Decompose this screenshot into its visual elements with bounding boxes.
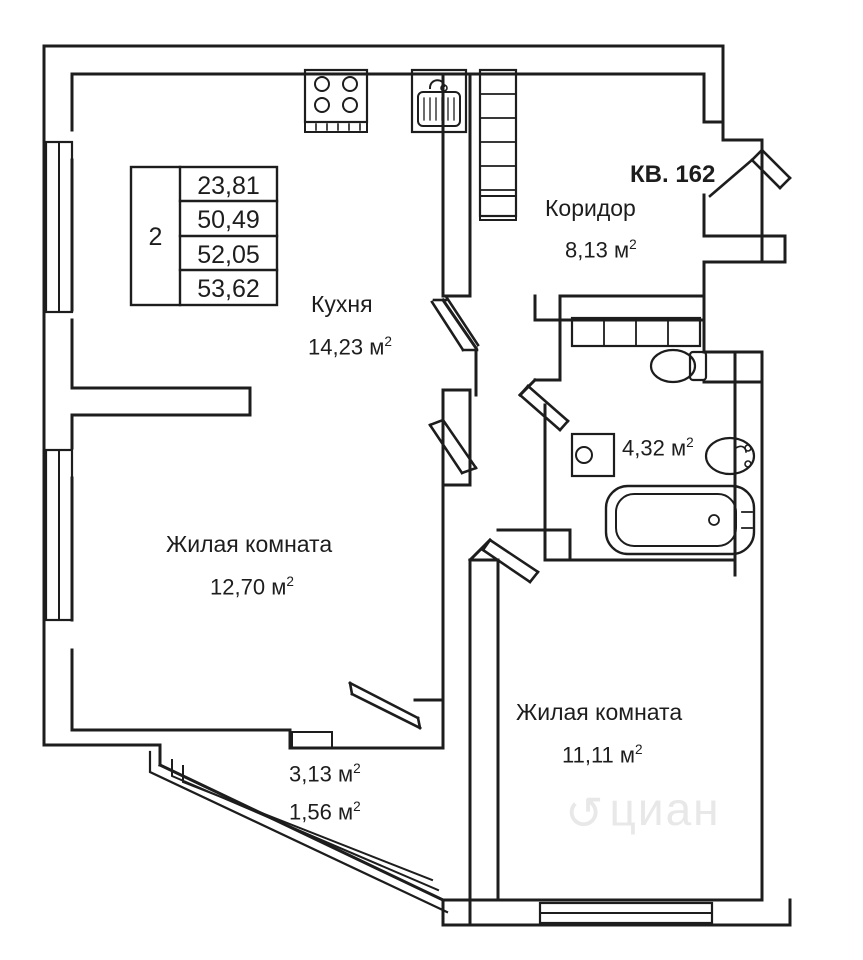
room-area-balcony-a — [289, 762, 361, 786]
room-area-living-2 — [562, 743, 643, 767]
room-label-corridor: Коридор — [545, 195, 636, 221]
room-area-sup-living-1: 2 — [286, 574, 294, 589]
flat-number-label: КВ. 162 — [630, 161, 716, 188]
room-area-unit-living-2: м — [619, 742, 636, 768]
room-area-value-kitchen: 14,23 — [308, 334, 364, 360]
room-area-corridor — [565, 238, 637, 262]
spec-value-2: 52,05 — [197, 241, 260, 269]
room-area-unit-balcony-b: м — [337, 799, 354, 825]
watermark — [565, 782, 721, 839]
spec-rooms-count: 2 — [148, 223, 163, 251]
room-area-living-1 — [210, 575, 294, 599]
room-label-kitchen: Кухня — [311, 291, 373, 317]
room-area-unit-living-1: м — [271, 574, 287, 600]
room-area-sup-balcony-a: 2 — [353, 761, 361, 776]
watermark-text: циан — [609, 783, 721, 835]
cian-logo-icon: ↺ — [565, 787, 606, 839]
room-area-sup-corridor: 2 — [629, 237, 637, 252]
room-area-sup-kitchen: 2 — [384, 334, 392, 349]
room-area-unit-bathroom: м — [670, 435, 687, 461]
spec-value-3: 53,62 — [197, 275, 260, 303]
room-area-bathroom — [622, 436, 694, 460]
room-area-value-living-2: 11,11 — [562, 742, 614, 768]
room-area-balcony-b — [289, 800, 361, 824]
room-area-sup-living-2: 2 — [635, 742, 643, 757]
room-area-unit-kitchen: м — [369, 334, 385, 360]
room-area-kitchen — [308, 335, 392, 359]
room-area-value-bathroom: 4,32 — [622, 435, 665, 461]
room-area-unit-balcony-a: м — [337, 761, 354, 787]
room-area-value-corridor: 8,13 — [565, 237, 608, 263]
room-label-living-1: Жилая комната — [166, 531, 333, 557]
room-area-unit-corridor: м — [613, 237, 630, 263]
room-area-sup-bathroom: 2 — [686, 435, 694, 450]
room-area-value-balcony-a: 3,13 — [289, 761, 332, 787]
room-area-value-living-1: 12,70 — [210, 574, 266, 600]
spec-value-0: 23,81 — [197, 172, 260, 200]
room-label-living-2: Жилая комната — [516, 699, 683, 725]
room-area-sup-balcony-b: 2 — [353, 799, 361, 814]
room-area-value-balcony-b: 1,56 — [289, 799, 332, 825]
spec-value-1: 50,49 — [197, 206, 260, 234]
